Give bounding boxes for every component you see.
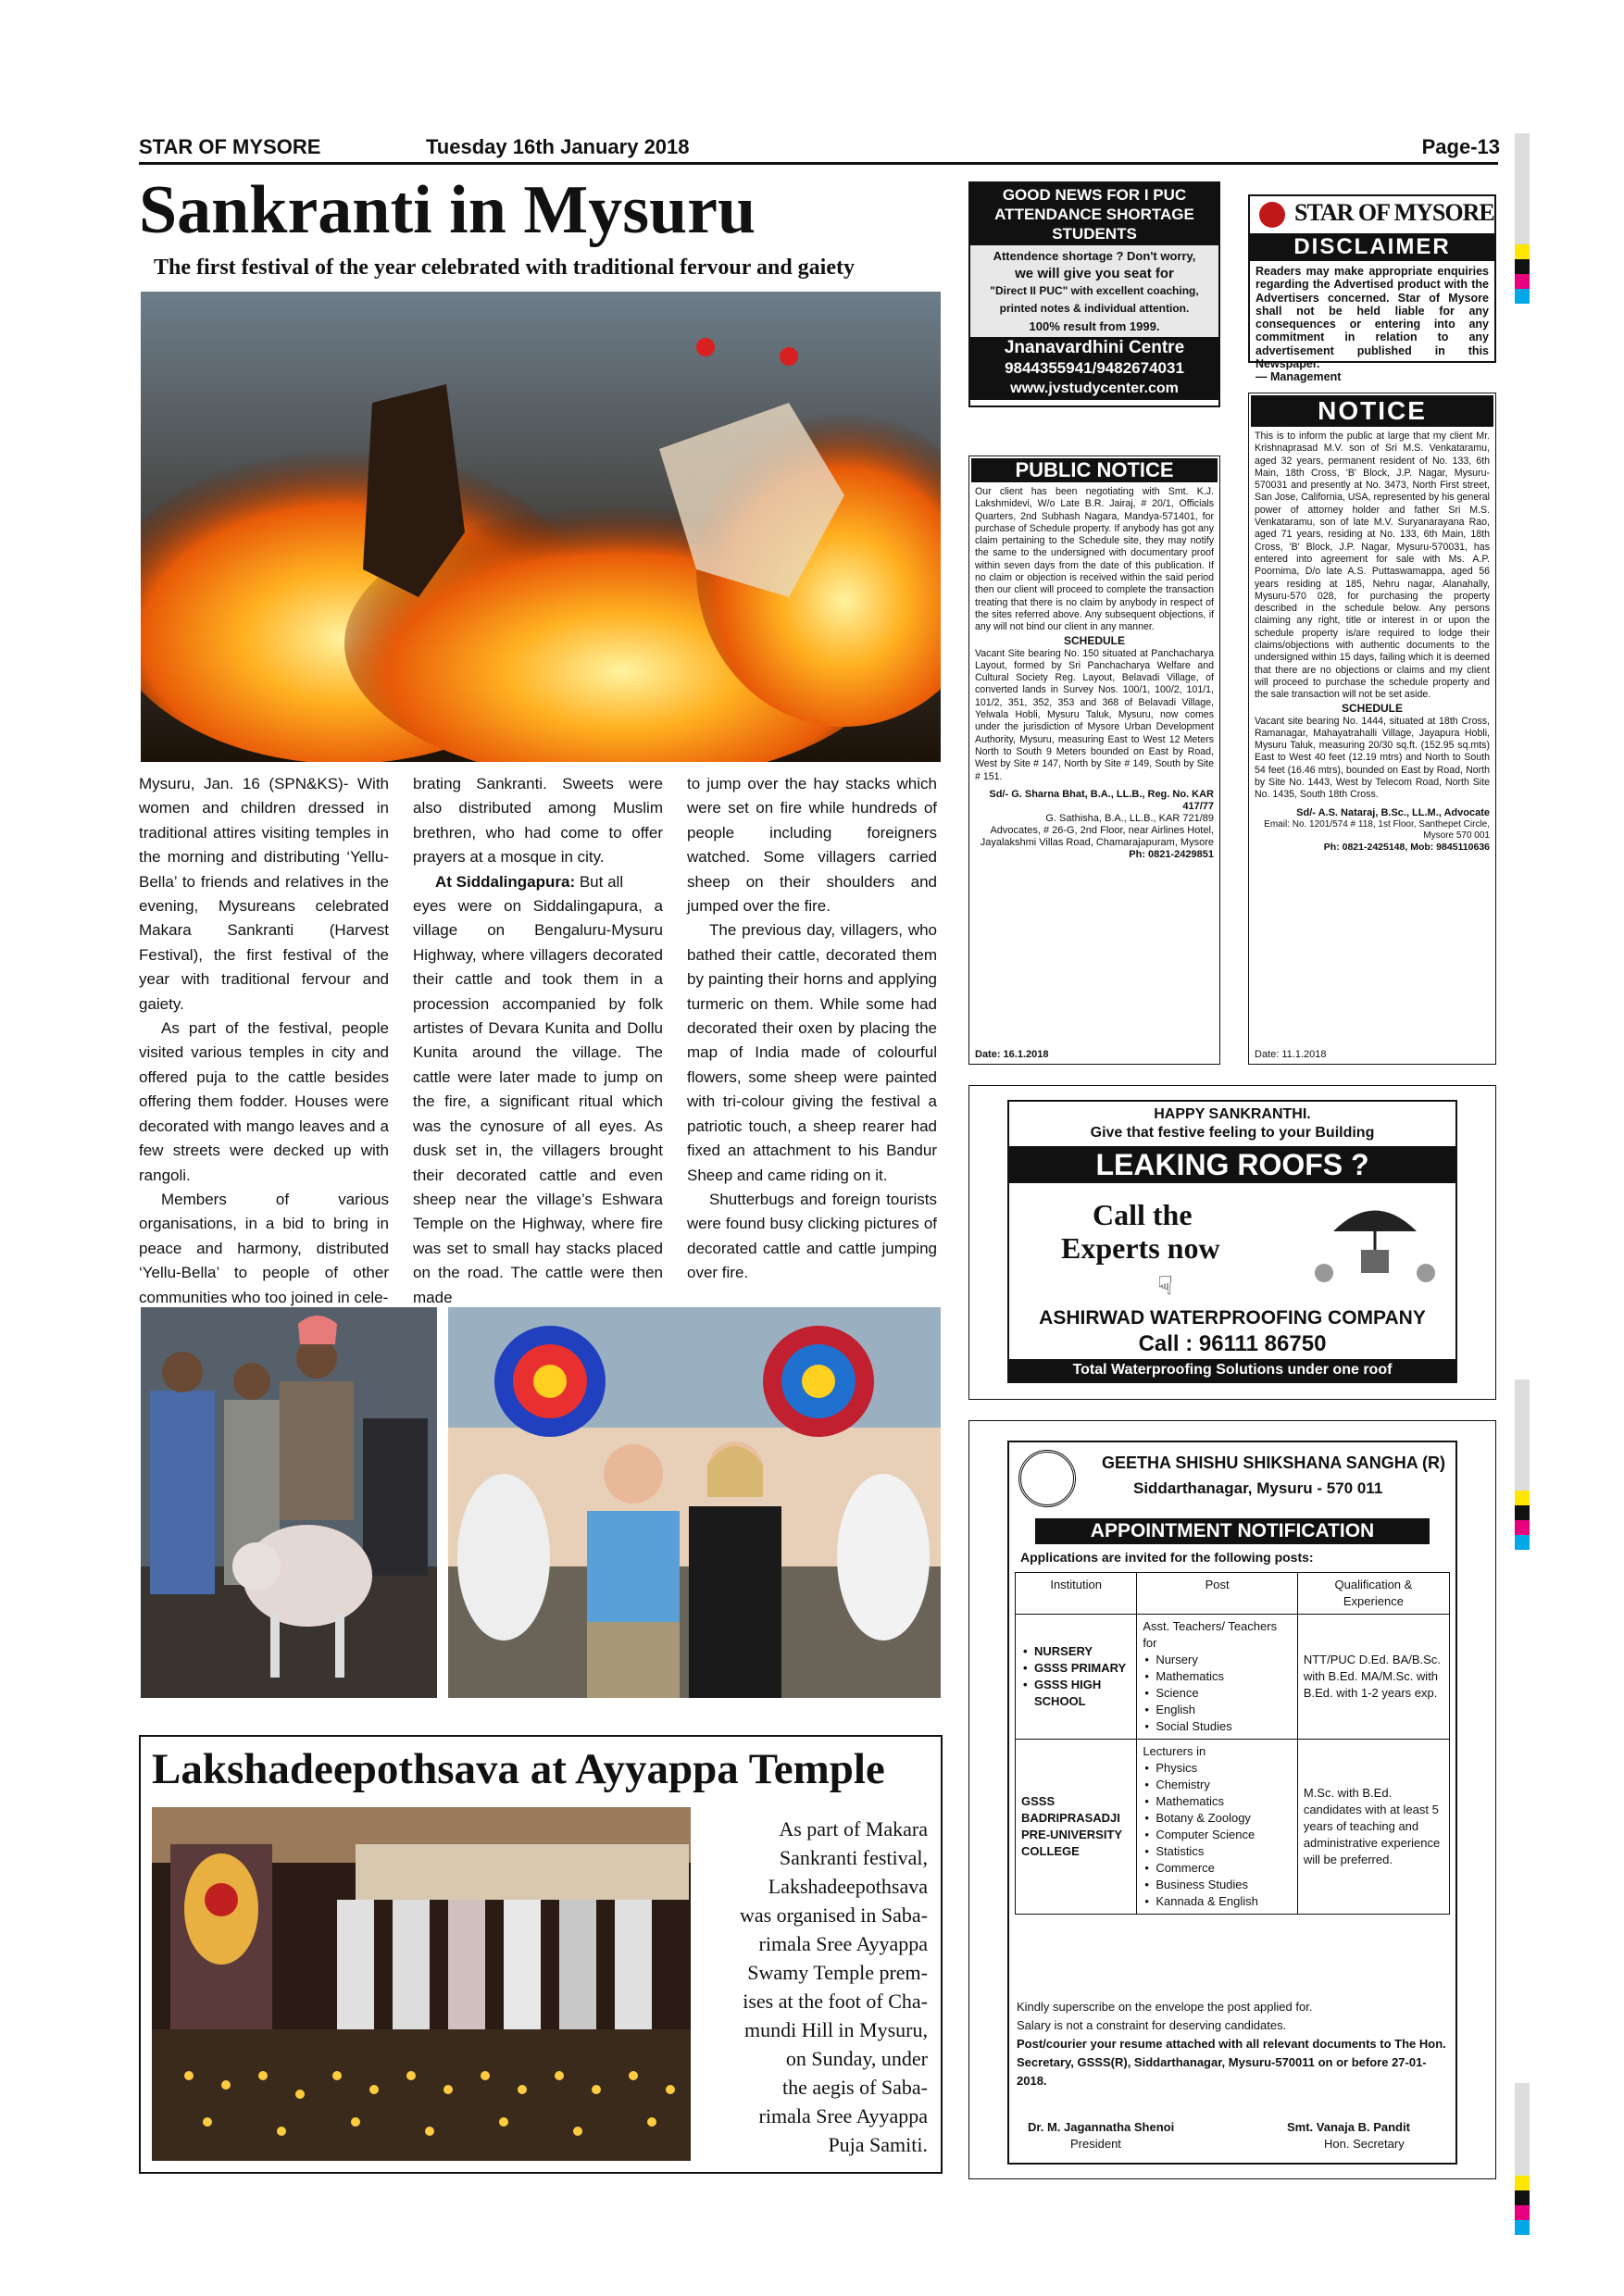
notice-box: NOTICE This is to inform the public at large that my client Mr. Krishnaprasad M.V. son of Sri M.S. Venkataramu, aged 32 years, permanent resident of No. 133, 6th Main, 18th Cross, 'B' Block, J.P. Nagar, Mysuru-570031 and presently at No. 3473, North First street, San Jose, California, USA, represented by his general power of attorney holder and father Sri M.S. Venkataramu, son of late M.V. Suryanarayana Rao, aged 71 years, residing at No. 133, 6th Main, 18th Cross, 'B' Block, J.P. Nagar, Mysuru-570031, has entered into agreement for sale with Ms. A.P. Poornima, D/o late A.S. Puttaswamappa, aged 56 years residing at 185, Nehru nagar, Alanahally, Mysuru-570 028, for purchasing the property described in the schedule below. Any persons claiming any right, title or interest in or upon the schedule property is/are required to lodge their claims/objections with authentic documents to the undersigned within 15 days, failing which it is deemed that there are no objections or claims and my client will proceed to purchase the schedule property and the sale transaction will not be set aside. SCHEDULE Vacant site bearing No. 1444, situated at 18th Cross, Ramanagar, Mahayatrahalli Village, Jayapura Hobli, Mysuru Taluk, measuring 20/30 sq.ft. (152.95 sq.mts) East to West 40 feet (12.19 mtrs) and North to South 54 feet (16.46 mtrs), bounded on East by Road, North by Site No. 1443, West by Telecom Road, North Site No. 1435, South 18th Cross. Sd/- A.S. Nataraj, B.Sc., LL.M., Advocate Email: No. 1201/574 # 118, 1st Floor, Santhepet Circle, Mysore 570 001 Ph: 0821-2425148, Mob: 9845110636 Date: 11.1.2018 <box>1248 393 1496 1065</box>
main-headline: Sankranti in Mysuru <box>139 172 756 248</box>
lamps-photo <box>152 1807 691 2161</box>
header-rule <box>139 162 1498 165</box>
margin-gray-bar-bottom <box>1515 2083 1530 2176</box>
header <box>139 133 1500 163</box>
paper-name: STAR OF MYSORE <box>139 135 321 158</box>
umbrella-icon <box>1305 1194 1444 1287</box>
sheep-rider-photo <box>141 1307 437 1698</box>
public-notice-box: PUBLIC NOTICE Our client has been negotiating with Smt. K.J. Lakshmidevi, W/o Late B.R. Jairaj, # 20/1, Officials Quarters, 2nd Subhash Nagara, Mandya-571401, for purchase of Schedule property. If anybody has got any claim pertaining to the Schedule site, they may notify the same to the undersigned with documentary proof within seven days from the date of this publication. If no claim or objection is received within the said period then our client will proceed to complete the transaction treating that there is no claim by anybody in respect of the sites referred above. Any subsequent objections, if any will not bind our client in any manner. SCHEDULE Vacant Site bearing No. 150 situated at Panchacharya Layout, formed by Sri Panchacharya Welfare and Cultural Society Reg. Layout, Belavadi Village, of converted lands in Survey Nos. 100/1, 100/2, 101/1, 101/2, 351, 352, 353 and 368 of Belavadi Village, Yelwala Hobli, Mysuru Taluk, Mysuru, now comes under the jurisdiction of Mysore Urban Development Authority, Mysuru, measuring East to West 12 Meters North to South 9 Meters bounded on East by Road, West by Site # 147, North by Site # 149, South by Site # 151. Sd/- G. Sharna Bhat, B.A., LL.B., Reg. No. KAR 417/77 G. Sathisha, B.A., LL.B., KAR 721/89 Advocates, # 26-G, 2nd Floor, near Airlines Hotel, Jayalakshmi Villas Road, Chamarajapuram, Mysore Ph: 0821-2429851 Date: 16.1.2018 <box>968 455 1220 1065</box>
waterproofing-ad: HAPPY SANKRANTHI. Give that festive feeling to your Building LEAKING ROOFS ? Call the Experts now ☟ ASHIRWAD WATERPROOFING COMPANY Call : 96111 86750 Total Waterproofing Solutions under one roof <box>1007 1100 1457 1383</box>
cmyk-strip-mid <box>1515 1491 1530 1550</box>
col2-subhead: At Siddalingapura: <box>435 872 576 891</box>
col3-para-1: to jump over the hay stacks which were set on fire while hundreds of people including foreigners watched. Some villagers carried sheep on their shoulders and jumped over the fire. <box>687 775 937 916</box>
disclaimer-box: STAR OF MYSORE DISCLAIMER Readers may make appropriate enquiries regarding the Advertised product with the Advertisers concerned. Star of Mysore shall not be held liable for any consequences or entering into any commitment in relation to any advertisement published in this Newspaper. — Management <box>1248 194 1496 363</box>
col1-para-2: As part of the festival, people visited various temples in city and offered puja to the cattle besides offering them fodder. Houses were decorated with mango leaves and a few streets were decked up with rangoli. <box>139 1019 389 1184</box>
temple-headline: Lakshadeepothsava at Ayyappa Temple <box>152 1745 885 1793</box>
col2-para-1: brating Sankranti. Sweets were also distributed among Muslim brethren, who had come to offer prayers at a mosque in city. <box>413 775 663 867</box>
puc-coaching-ad: GOOD NEWS FOR I PUC ATTENDANCE SHORTAGE STUDENTS Attendence shortage ? Don't worry, we will give you seat for "Direct II PUC" with excellent coaching, printed notes & individual attention. 100% result from 1999. Jnanavardhini Centre 9844355941/9482674031 www.jvstudycenter.com <box>968 181 1220 407</box>
col1-para-3: Members of various organisations, in a bid to bring in peace and harmony, distributed ‘Yellu-Bella’ to people of other communities who too joined in cele- <box>139 1190 389 1306</box>
cmyk-strip-top <box>1515 244 1530 304</box>
main-subhead: The first festival of the year celebrated with traditional fervour and gaiety <box>154 256 855 280</box>
posts-table: Institution Post Qualification & Experience • NURSERY • GSSS PRIMARY • GSSS HIGH SCHOOL Asst. Teachers/ Teachers for • Nursery • Mathematics • Science • English • Social Studies NTT/PUC D.Ed. BA/B.Sc. with B.Ed. MA/M.Sc. with B.Ed. with 1-2 years exp. GSSS BADRIPRASADJI PRE-UNIVERSITY COLLEGE Lecturers in • Physics • Chemistry • Mathematics • Botany & Zoology • Computer Science • Statistics • Commerce • Business Studies • Kannada & English M.Sc. with B.Ed. candidates with at least 5 years of teaching and administrative experience will be preferred. <box>1015 1572 1450 1915</box>
cattle-fire-photo <box>141 292 941 762</box>
cmyk-strip-bottom <box>1515 2176 1530 2235</box>
tourists-photo <box>448 1307 941 1698</box>
col2-subhead-rest: But all <box>575 872 624 891</box>
logo-seal <box>1259 202 1285 228</box>
col2-para-2: eyes were on Siddalingapura, a village on Bengaluru-Mysuru Highway, where villagers decorated their cattle and took them in a procession accompanied by folk artistes of Devara Kunita and Dollu Kunita around the village. The cattle were later made to jump on the fire, a significant ritual which was the cynosure of all eyes. As dusk set in, the villagers brought their decorated cattle and even sheep near the village’s Eshwara Temple on the Highway, where fire was set to small hay stacks placed on the road. The cattle were then made <box>413 897 663 1306</box>
col3-para-2: The previous day, villagers, who bathed their cattle, decorated them by painting their horns and applying turmeric on them. While some had decorated their oxen by placing the map of India made of colourful flowers, some sheep were painted with tri-colour giving the festival a patriotic touch, a sheep rearer had fixed an attachment to his Bandur Sheep and came riding on it. <box>687 921 937 1184</box>
article-column-2 <box>413 772 663 1310</box>
col1-para-1: Mysuru, Jan. 16 (SPN&KS)- With women and children dressed in traditional attires visiting temples in the morning and distributing ‘Yellu-Bella’ to friends and relatives in the evening, Mysureans celebrated Makara Sankranti (Harvest Festival), the first festival of the year with traditional fervour and gaiety. <box>139 775 389 1013</box>
appointment-ad: GEETHA SHISHU SHIKSHANA SANGHA (R) Siddarthanagar, Mysuru - 570 011 APPOINTMENT NOTIFICATION Applications are invited for the following posts: Institution Post Qualification & Experience • NURSERY • GSSS PRIMARY • GSSS HIGH SCHOOL Asst. Teachers/ Teachers for • Nursery • Mathematics • Science • English • Social Studies NTT/PUC D.Ed. BA/B.Sc. with B.Ed. MA/M.Sc. with B.Ed. with 1-2 years exp. GSSS BADRIPRASADJI PRE-UNIVERSITY COLLEGE Lecturers in • Physics • Chemistry • Mathematics • Botany & Zoology • Computer Science • Statistics • Commerce • Business Studies • Kannada & English M.Sc. with B.Ed. candidates with at least 5 years of teaching and administrative experience will be preferred. Kindly superscribe on the envelope the post applied for. Salary is not a constraint for deserving candidates. Post/courier your resume attached with all relevant documents to The Hon. Secretary, GSSS(R), Siddarthanagar, Mysuru-570011 on or before 27-01-2018. Dr. M. Jagannatha Shenoi President Smt. Vanaja B. Pandit Hon. Secretary <box>1007 1441 1457 2165</box>
margin-gray-bar-mid <box>1515 1379 1530 1491</box>
page-number: Page-13 <box>1421 135 1500 158</box>
temple-text: As part of Makara Sankranti festival, Lakshadeepothsava was organised in Saba- rimala Sree Ayyappa Swamy Temple prem- ises at the foot of Cha- mundi Hill in Mysuru, on Sunday, under the aegis of Saba- rimala Sree Ayyappa Puja Samiti. <box>739 1817 928 2156</box>
article-column-1 <box>139 772 389 1310</box>
margin-gray-bar-top <box>1515 133 1530 244</box>
hand-pointer-icon: ☟ <box>1157 1271 1174 1300</box>
school-logo <box>1018 1450 1076 1507</box>
article-column-3 <box>687 772 937 1286</box>
col3-para-3: Shutterbugs and foreign tourists were found busy clicking pictures of decorated cattle and cattle jumping over fire. <box>687 1190 937 1282</box>
issue-date: Tuesday 16th January 2018 <box>426 135 690 158</box>
